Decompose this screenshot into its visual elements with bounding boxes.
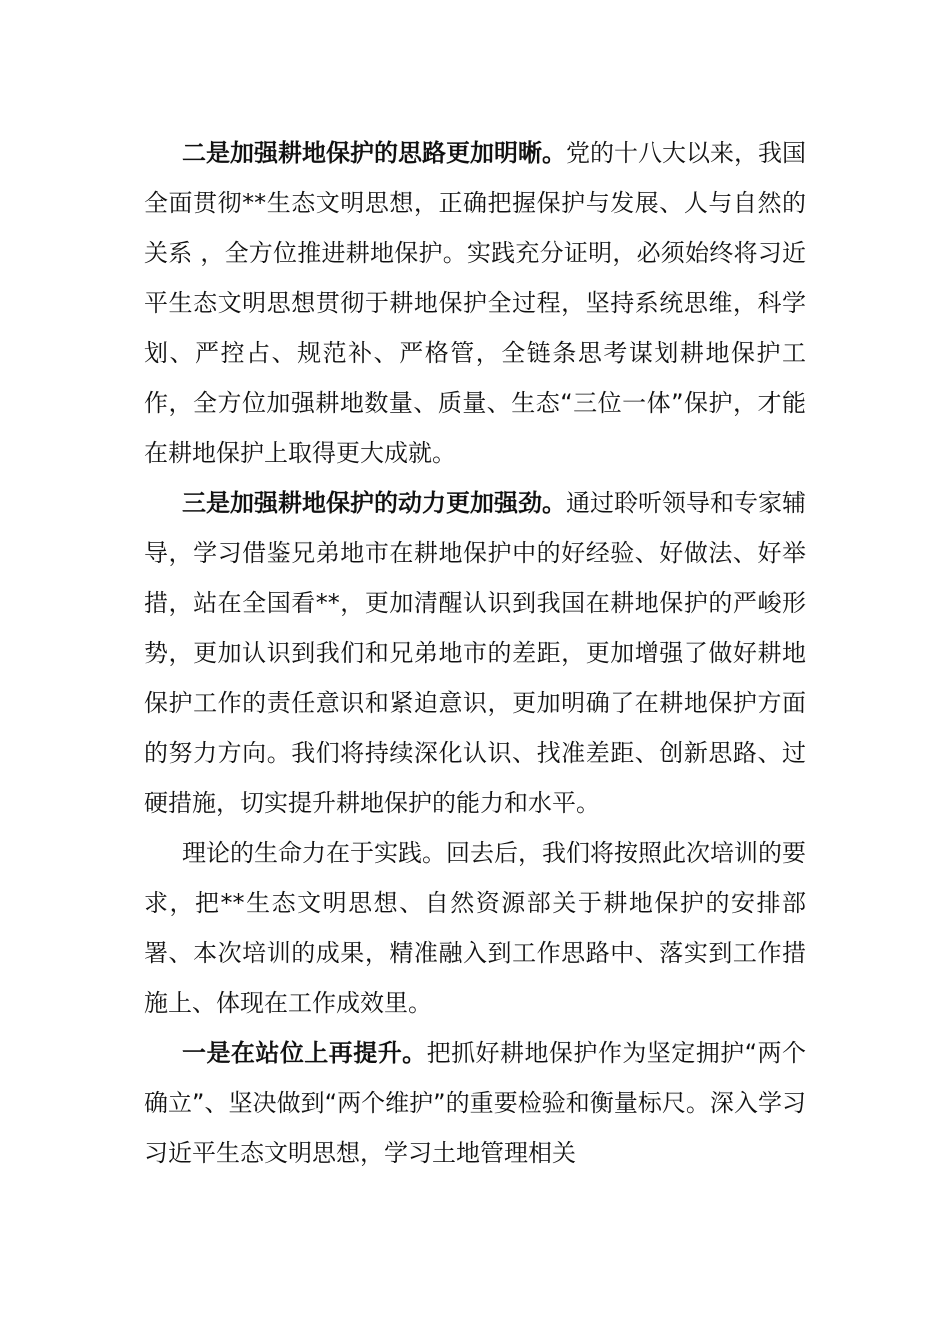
paragraph-text: 理论的生命力在于实践。回去后，我们将按照此次培训的要求，把**生态文明思想、自然资源部关于耕地保护的安排部署、本次培训的成果，精准融入到工作思路中、落实到工作措施上、体现在工作成效里。	[144, 839, 806, 1017]
paragraph-text: 通过聆听领导和专家辅导，学习借鉴兄弟地市在耕地保护中的好经验、好做法、好举措，站在全国看**，更加清醒认识到我国在耕地保护的严峻形势，更加认识到我们和兄弟地市的差距，更加增强了做好耕地保护工作的责任意识和紧迫意识，更加明确了在耕地保护方面的努力方向。我们将持续深化认识、找准差距、创新思路、过硬措施，切实提升耕地保护的能力和水平。	[144, 489, 806, 817]
paragraph-heading: 一是在站位上再提升。	[182, 1039, 427, 1067]
paragraph-text: 把抓好耕地保护作为坚定拥护“两个确立”、坚决做到“两个维护”的重要检验和衡量标尺。深入学习习近平生态文明思想，学习土地管理相关	[144, 1039, 806, 1167]
document-body	[144, 128, 806, 1178]
paragraph-heading: 三是加强耕地保护的动力更加强劲。	[182, 489, 566, 517]
paragraph-thinking-clearer	[144, 128, 806, 478]
paragraph-position-improve	[144, 1028, 806, 1178]
paragraph-motivation-stronger	[144, 478, 806, 828]
paragraph-text: 党的十八大以来，我国全面贯彻**生态文明思想，正确把握保护与发展、人与自然的关系 ，全方位推进耕地保护。实践充分证明，必须始终将习近平生态文明思想贯彻于耕地保护全过程，坚持系统思维，科学划、严控占、规范补、严格管，全链条思考谋划耕地保护工作，全方位加强耕地数量、质量、生态“三位一体”保护，才能在耕地保护上取得更大成就。	[144, 139, 806, 467]
paragraph-heading: 二是加强耕地保护的思路更加明晰。	[182, 139, 566, 167]
paragraph-theory-practice	[144, 828, 806, 1028]
